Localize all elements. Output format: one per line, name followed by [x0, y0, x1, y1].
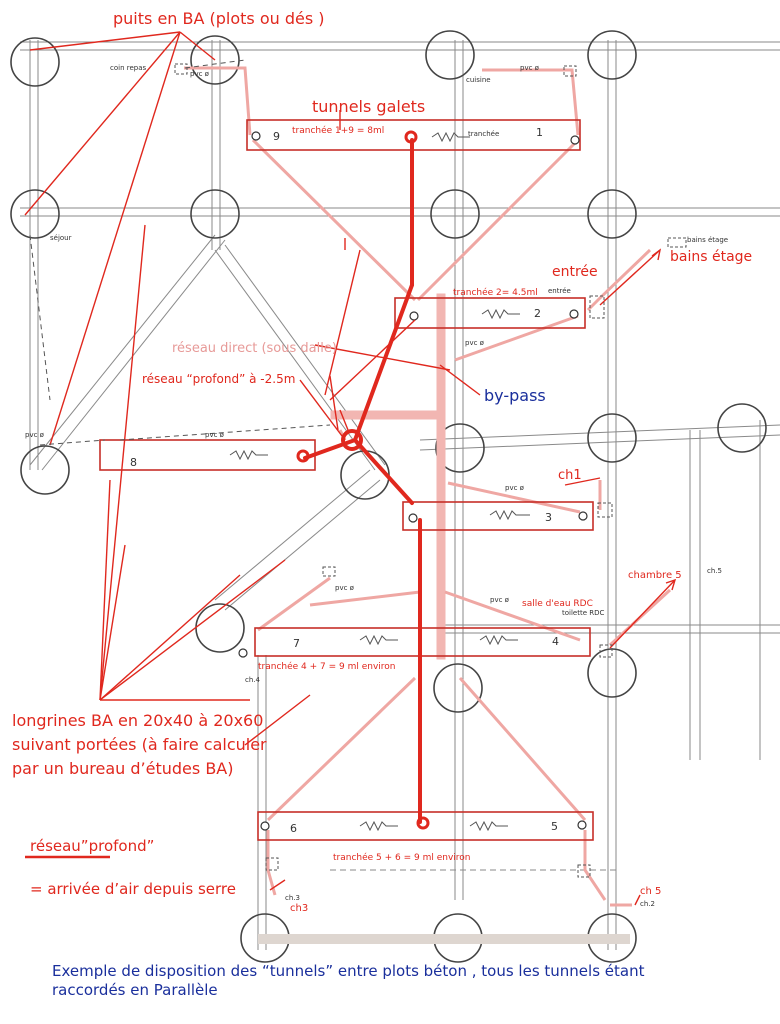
trench-num-3: 3 — [545, 511, 552, 524]
trench-num-9: 9 — [273, 130, 280, 143]
svg-text:pvc ø: pvc ø — [520, 64, 539, 72]
trench-end — [406, 132, 416, 142]
svg-text:coin repas: coin repas — [110, 64, 147, 72]
svg-text:bains étage: bains étage — [687, 236, 729, 244]
svg-text:pvc ø: pvc ø — [205, 431, 224, 439]
trench-label-2: tranchée 2= 4.5ml — [453, 288, 538, 298]
concrete-pad-circle — [718, 404, 766, 452]
legend-arrivee-air: = arrivée d’air depuis serre — [30, 880, 236, 898]
concrete-pad-circle — [588, 414, 636, 462]
trench-num-1: 1 — [536, 126, 543, 139]
concrete-pad-circle — [588, 31, 636, 79]
concrete-pad-circle — [196, 604, 244, 652]
svg-text:séjour: séjour — [50, 234, 72, 242]
label-ch3: ch3 — [290, 903, 309, 914]
caption — [52, 962, 772, 1000]
flow-spring-icon — [230, 133, 530, 830]
trench-num-5: 5 — [551, 820, 558, 833]
deep-network — [305, 140, 420, 822]
concrete-pad-circle — [341, 451, 389, 499]
trench-end — [298, 451, 308, 461]
concrete-pad-circle — [21, 446, 69, 494]
caption-line-1: Exemple de disposition des “tunnels” entre plots béton , tous les tunnels étant — [52, 962, 645, 980]
svg-text:pvc ø: pvc ø — [465, 339, 484, 347]
concrete-pad-circle — [426, 31, 474, 79]
svg-text:pvc ø: pvc ø — [25, 431, 44, 439]
label-longrines-1: longrines BA en 20x40 à 20x60 — [12, 711, 264, 730]
label-longrines-2: suivant portées (à faire calculer — [12, 735, 267, 754]
concrete-pad-circle — [588, 190, 636, 238]
label-bains-etage: bains étage — [670, 249, 753, 265]
caption-line-2: raccordés en Parallèle — [52, 981, 218, 999]
svg-text:ch.3: ch.3 — [285, 894, 300, 902]
label-puits: puits en BA (plots ou dés ) — [113, 9, 325, 28]
svg-text:ch.4: ch.4 — [245, 676, 260, 684]
concrete-pad-circle — [11, 38, 59, 86]
svg-text:pvc ø: pvc ø — [190, 70, 209, 78]
label-longrines-3: par un bureau d’études BA) — [12, 759, 234, 778]
trench-label-1-9: tranchée 1+9 = 8ml — [292, 126, 385, 136]
svg-text:pvc ø: pvc ø — [335, 584, 354, 592]
label-chambre5: chambre 5 — [628, 570, 682, 581]
trench-num-6: 6 — [290, 822, 297, 835]
plan-dashed — [30, 60, 330, 445]
svg-text:ch.2: ch.2 — [640, 900, 655, 908]
label-bypass: by-pass — [484, 386, 546, 405]
bottom-strip — [258, 934, 630, 944]
trench-end — [418, 818, 428, 828]
svg-text:cuisine: cuisine — [466, 76, 491, 84]
label-ch1: ch1 — [558, 468, 582, 483]
trench-label-4-7: tranchée 4 + 7 = 9 ml environ — [258, 662, 396, 672]
label-ch5: ch 5 — [640, 886, 662, 897]
svg-text:pvc ø: pvc ø — [490, 596, 509, 604]
svg-text:ch.5: ch.5 — [707, 567, 722, 575]
legend-reseau-profond: réseau”profond” — [30, 837, 155, 855]
trench-num-2: 2 — [534, 307, 541, 320]
trench-num-8: 8 — [130, 456, 137, 469]
trench-num-4: 4 — [552, 635, 559, 648]
trench-4-7 — [255, 628, 590, 656]
label-reseau-direct: réseau direct (sous dalle) — [172, 341, 337, 356]
trench-label-5-6: tranchée 5 + 6 = 9 ml environ — [333, 853, 471, 863]
concrete-pad-circle — [434, 664, 482, 712]
trenches — [100, 120, 593, 840]
svg-text:pvc ø: pvc ø — [505, 484, 524, 492]
label-salle-eau: salle d'eau RDC — [522, 599, 593, 609]
svg-text:entrée: entrée — [548, 287, 571, 295]
label-tunnels-galets: tunnels galets — [312, 97, 426, 116]
concrete-pads — [11, 31, 766, 962]
concrete-pad-circle — [11, 190, 59, 238]
pvc-pipes — [184, 68, 670, 905]
concrete-pad-circle — [191, 190, 239, 238]
svg-text:toilette RDC: toilette RDC — [562, 609, 605, 617]
label-entree: entrée — [552, 264, 598, 280]
concrete-pad-circle — [588, 649, 636, 697]
trench-num-7: 7 — [293, 637, 300, 650]
label-reseau-profond-depth: réseau “profond” à -2.5m — [142, 372, 296, 386]
svg-text:tranchée: tranchée — [468, 130, 500, 138]
